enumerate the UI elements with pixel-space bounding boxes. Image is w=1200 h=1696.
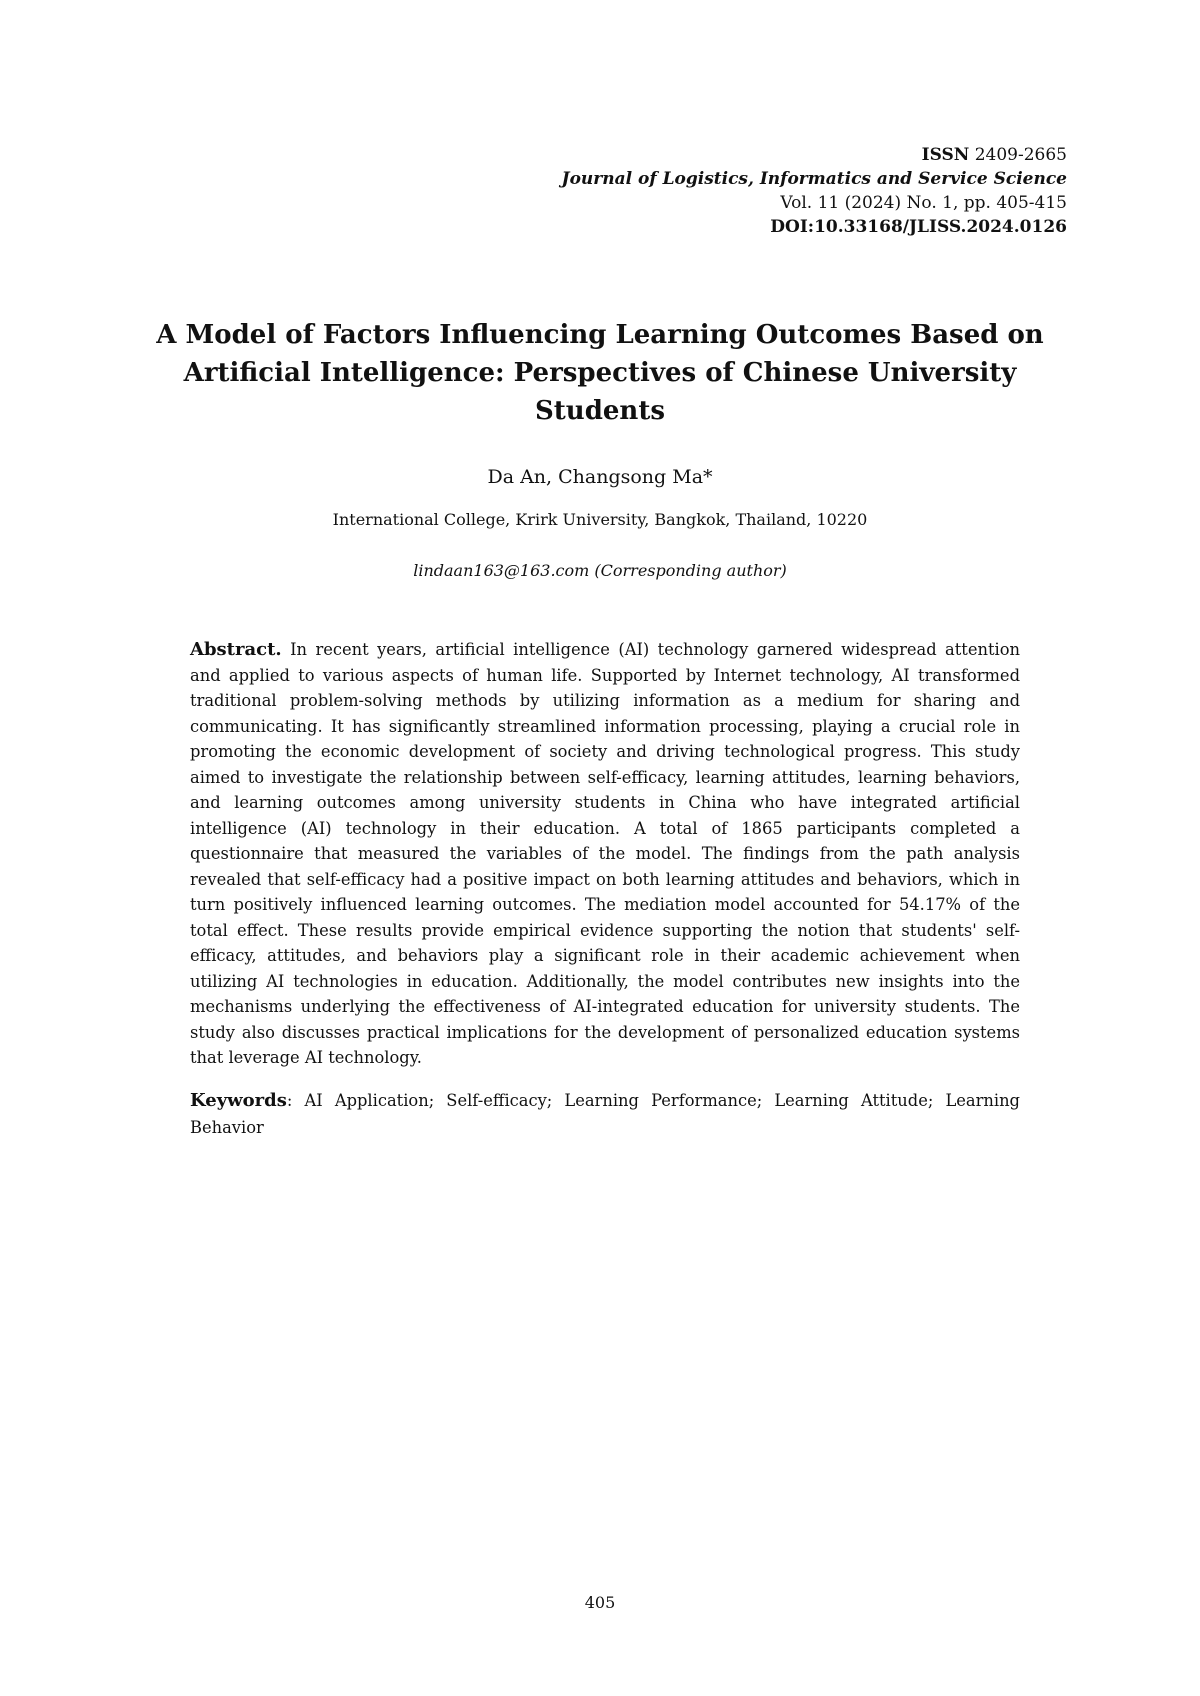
page-number: 405	[584, 1593, 616, 1612]
paper-title: A Model of Factors Influencing Learning Outcomes Based on Artificial Intelligence: Perspectives of Chinese University Students	[156, 320, 1044, 426]
abstract	[190, 637, 1020, 1071]
corresponding-email: lindaan163@163.com (Corresponding author)	[413, 561, 787, 580]
abstract-label: Abstract.	[190, 639, 282, 660]
doi: DOI:10.33168/JLISS.2024.0126	[770, 217, 1067, 237]
volume-info: Vol. 11 (2024) No. 1, pp. 405-415	[780, 193, 1067, 213]
issn-number: 2409-2665	[974, 145, 1067, 165]
authors: Da An, Changsong Ma*	[487, 466, 713, 488]
keywords-text: AI Application; Self-efficacy; Learning Performance; Learning Attitude; Learning Behavior	[190, 1091, 1020, 1137]
keywords	[190, 1087, 1020, 1141]
issn-label: ISSN	[921, 145, 970, 165]
keywords-label: Keywords	[190, 1090, 287, 1111]
affiliation: International College, Krirk University, Bangkok, Thailand, 10220	[332, 510, 868, 529]
journal-name: Journal of Logistics, Informatics and Service Science	[561, 169, 1067, 189]
keywords-separator: :	[286, 1091, 293, 1110]
journal-header	[562, 143, 1067, 239]
issn-line	[562, 143, 1067, 167]
abstract-text: In recent years, artificial intelligence (AI) technology garnered widespread attention and applied to various aspects of human life. Supported by Internet technology, AI transformed traditional problem-solving methods by utilizing information as a medium for sharing and communicating. It has significantly streamlined information processing, playing a crucial role in promoting the economic development of society and driving technological progress. This study aimed to investigate the relationship between self-efficacy, learning attitudes, learning behaviors, and learning outcomes among university students in China who have integrated artificial intelligence (AI) technology in their education. A total of 1865 participants completed a questionnaire that measured the variables of the model. The findings from the path analysis revealed that self-efficacy had a positive impact on both learning attitudes and behaviors, which in turn positively influenced learning outcomes. The mediation model accounted for 54.17% of the total effect. These results provide empirical evidence supporting the notion that students' self-efficacy, attitudes, and behaviors play a significant role in their academic achievement when utilizing AI technologies in education. Additionally, the model contributes new insights into the mechanisms underlying the effectiveness of AI-integrated education for university students. The study also discusses practical implications for the development of personalized education systems that leverage AI technology.	[190, 640, 1020, 1067]
